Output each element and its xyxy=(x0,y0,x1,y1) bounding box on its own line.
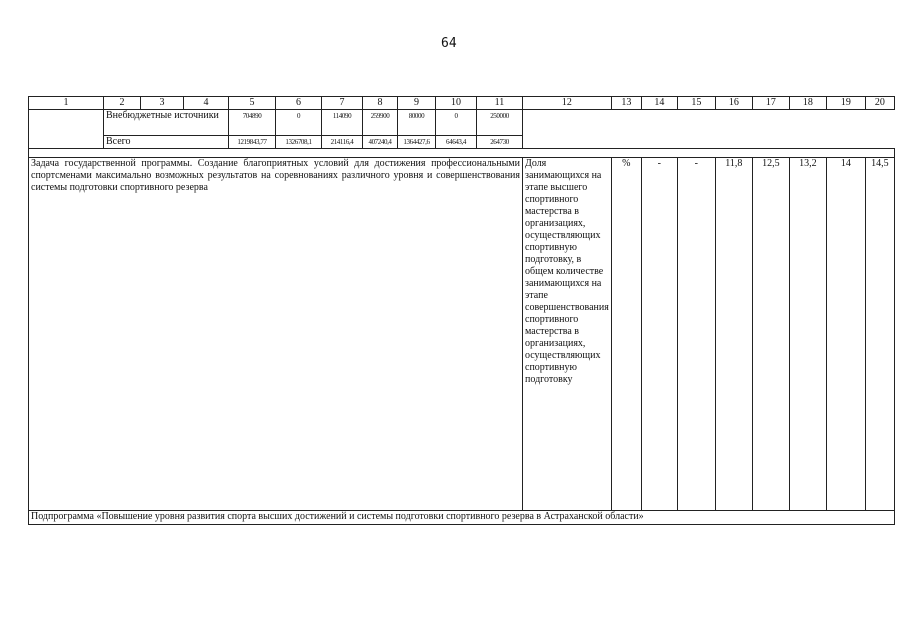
value-cell: 214116,4 xyxy=(322,136,363,149)
value-cell: 12,5 xyxy=(752,158,789,511)
column-number: 10 xyxy=(436,97,477,110)
program-table xyxy=(28,96,895,525)
column-number: 20 xyxy=(865,97,894,110)
value-cell: - xyxy=(641,158,677,511)
task-description: Задача государственной программы. Создание благоприятных условий для достижения профессиональными спортсменами максимально возможных результатов на соревнованиях различного уровня и совершенствования системы подготовки спортивного резерва xyxy=(29,158,523,511)
column-number: 2 xyxy=(104,97,141,110)
value-cell: 250000 xyxy=(477,110,523,136)
value-cell: 264730 xyxy=(477,136,523,149)
subprogram-title: Подпрограмма «Повышение уровня развития спорта высших достижений и системы подготовки спортивного резерва в Астраханской области» xyxy=(29,511,895,525)
column-number: 14 xyxy=(641,97,677,110)
value-cell: 0 xyxy=(436,110,477,136)
column-number: 12 xyxy=(523,97,612,110)
column-number: 11 xyxy=(477,97,523,110)
row-label: Всего xyxy=(104,136,229,149)
column-number: 7 xyxy=(322,97,363,110)
column-number: 13 xyxy=(611,97,641,110)
subprogram-row xyxy=(29,511,895,525)
column-number-row xyxy=(29,97,895,110)
row-label: Внебюджетные источники xyxy=(104,110,229,136)
table-row xyxy=(29,110,895,136)
value-cell: 80000 xyxy=(398,110,436,136)
value-cell: 114090 xyxy=(322,110,363,136)
spacer xyxy=(29,149,895,158)
column-number: 19 xyxy=(826,97,865,110)
value-cell: 11,8 xyxy=(715,158,752,511)
column-number: 6 xyxy=(276,97,322,110)
value-cell: - xyxy=(677,158,715,511)
value-cell: 13,2 xyxy=(789,158,826,511)
task-row xyxy=(29,158,895,511)
column-number: 15 xyxy=(677,97,715,110)
column-number: 1 xyxy=(29,97,104,110)
value-cell: 1364427,6 xyxy=(398,136,436,149)
value-cell: 407240,4 xyxy=(363,136,398,149)
column-number: 16 xyxy=(715,97,752,110)
column-number: 9 xyxy=(398,97,436,110)
page-number: 64 xyxy=(441,36,457,51)
empty-cell xyxy=(523,110,895,149)
unit-cell: % xyxy=(611,158,641,511)
column-number: 4 xyxy=(184,97,229,110)
value-cell: 1326708,1 xyxy=(276,136,322,149)
column-number: 5 xyxy=(229,97,276,110)
value-cell: 14,5 xyxy=(865,158,894,511)
column-number: 17 xyxy=(752,97,789,110)
value-cell: 259900 xyxy=(363,110,398,136)
column-number: 8 xyxy=(363,97,398,110)
column-number: 3 xyxy=(141,97,184,110)
value-cell: 0 xyxy=(276,110,322,136)
value-cell: 64643,4 xyxy=(436,136,477,149)
spacer-row xyxy=(29,149,895,158)
column-number: 18 xyxy=(789,97,826,110)
empty-cell xyxy=(29,110,104,149)
indicator-name: Доля занимающихся на этапе высшего спортивного мастерства в организациях, осуществляющих спортивную подготовку, в общем количестве занимающихся на этапе совершенствования спортивного мастерства в организациях, осуществляющих спортивную подготовку xyxy=(523,158,612,511)
value-cell: 1219843,77 xyxy=(229,136,276,149)
value-cell: 704890 xyxy=(229,110,276,136)
value-cell: 14 xyxy=(826,158,865,511)
